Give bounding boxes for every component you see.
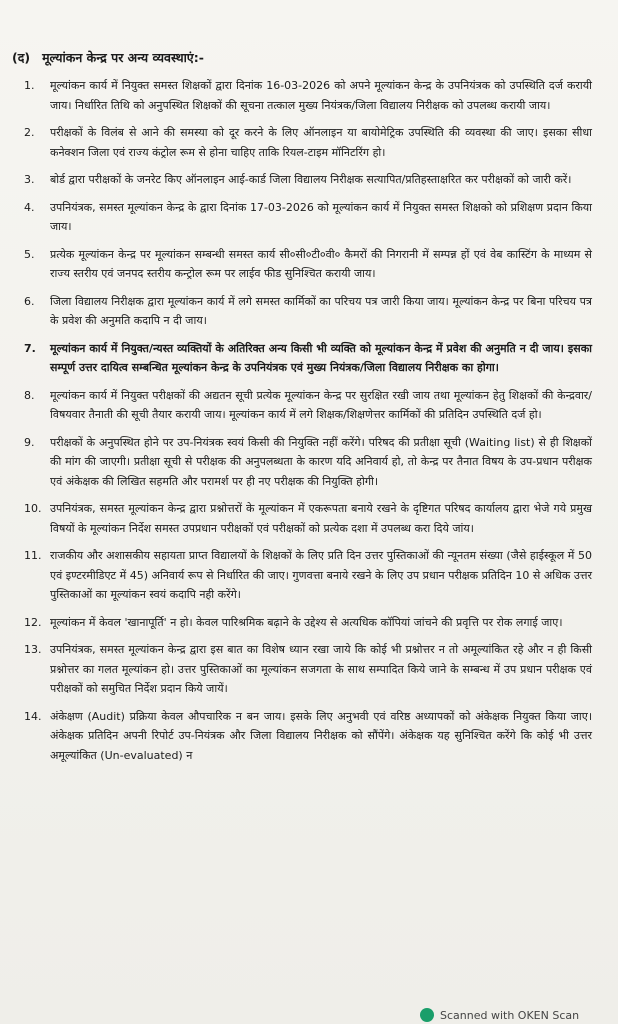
list-item: [24, 292, 592, 331]
item-text: मूल्यांकन कार्य में नियुक्त/न्यस्त व्यक्तियों के अतिरिक्त अन्य किसी भी व्यक्ति को मूल्यांकन केन्द्र में प्रवेश की अनुमति न दी जाय। इसका सम्पूर्ण उत्तर दायित्व सम्बन्धित मूल्यांकन केन्द्र के उपनियंत्रक एवं मुख्य नियंत्रक/जिला विद्यालय निरीक्षक का होगा।: [50, 341, 592, 374]
item-number: 9.: [24, 435, 35, 449]
list-item: [24, 707, 592, 766]
item-number: 7.: [24, 341, 36, 355]
item-text: राजकीय और अशासकीय सहायता प्राप्त विद्यालयों के शिक्षकों के लिए प्रति दिन उत्तर पुस्तिकाओं की न्यूनतम संख्या (जैसे हाईस्कूल में 50 एवं इण्टरमीडिएट में 45) अनिवार्य रूप से निर्धारित की जाए। गुणवत्ता बनाये रखने के लिए उप प्रधान परीक्षक प्रतिदिन 10 से अधिक उत्तर पुस्तिकाओं का मूल्यांकन स्वयं कदापि नही करेंगे।: [50, 549, 592, 601]
watermark-text: Scanned with OKEN Scan: [440, 1008, 580, 1022]
item-text: बोर्ड द्वारा परीक्षकों के जनरेट किए ऑनलाइन आई-कार्ड जिला विद्यालय निरीक्षक सत्यापित/प्रतिहस्ताक्षरित कर परीक्षकों को जारी करें।: [50, 173, 572, 186]
item-number: 14.: [24, 709, 42, 723]
item-number: 4.: [24, 200, 35, 214]
item-number: 10.: [24, 502, 42, 515]
list-item: [24, 123, 592, 162]
item-number: 13.: [24, 643, 42, 656]
scanner-logo-icon: [420, 1008, 434, 1022]
item-number: 8.: [24, 388, 35, 402]
item-number: 6.: [24, 294, 35, 308]
item-text: परीक्षकों के विलंब से आने की समस्या को दूर करने के लिए ऑनलाइन या बायोमेट्रिक उपस्थिति की व्यवस्था की जाए। इसका सीधा कनेक्शन जिला एवं राज्य कंट्रोल रूम से होना चाहिए ताकि रियल-टाइम मॉनिटरिंग हो।: [50, 126, 592, 159]
list-item: [24, 546, 592, 605]
item-text: मूल्यांकन कार्य में नियुक्त परीक्षकों की अद्यतन सूची प्रत्येक मूल्यांकन केन्द्र पर सुरक्षित रखी जाय तथा मूल्यांकन हेतु शिक्षकों की केन्द्रवार/विषयवार तैनाती की सूची तैयार करायी जाय। मूल्यांकन कार्य में लगे शिक्षक/शिक्षणेत्तर कार्मिकों की प्रतिदिन उपस्थिति दर्ज हो।: [50, 388, 592, 421]
item-number: 2.: [24, 126, 35, 139]
item-number: 12.: [24, 615, 42, 629]
list-item: [24, 339, 592, 378]
list-item: [24, 640, 592, 699]
item-text: उपनियंत्रक, समस्त मूल्यांकन केन्द्र द्वारा प्रश्नोत्तरों के मूल्यांकन में एकरूपता बनाये रखने के दृष्टिगत परिषद कार्यालय द्वारा भेजे गये प्रमुख विषयों के मूल्यांकन निर्देश समस्त उपप्रधान परीक्षकों एवं परीक्षकों को प्रत्येक दशा में उपलब्ध करा दिये जांय।: [50, 502, 592, 535]
item-text: मूल्यांकन कार्य में नियुक्त समस्त शिक्षकों द्वारा दिनांक 16-03-2026 को अपने मूल्यांकन केन्द्र के उपनियंत्रक को उपस्थिति दर्ज करायी जाय। निर्धारित तिथि को अनुपस्थित शिक्षकों की सूचना तत्काल मुख्य नियंत्रक/जिला विद्यालय निरीक्षक को उपलब्ध करायी जाय।: [50, 79, 592, 112]
item-text: उपनियंत्रक, समस्त मूल्यांकन केन्द्र के द्वारा दिनांक 17-03-2026 को मूल्यांकन कार्य में नियुक्त समस्त शिक्षको को प्रशिक्षण प्रदान किया जाय।: [50, 200, 592, 233]
section-mark: (द): [12, 50, 31, 65]
list-item: [24, 245, 592, 284]
section-heading: [12, 50, 204, 66]
list-item: [24, 198, 592, 237]
list-item: [24, 76, 592, 115]
instruction-list: [24, 76, 592, 773]
item-number: 3.: [24, 173, 35, 186]
item-number: 1.: [24, 79, 35, 92]
item-text: उपनियंत्रक, समस्त मूल्यांकन केन्द्र द्वारा इस बात का विशेष ध्यान रखा जाये कि कोई भी प्रश्नोत्तर न तो अमूल्यांकित रहे और न ही किसी प्रश्नोत्तर का गलत मूल्यांकन हो। उत्तर पुस्तिकाओं का मूल्यांकन सजगता के साथ सम्पादित किये जाने के सम्बन्ध में उप प्रधान परीक्षक एवं परीक्षकों को समुचित निर्देश प्रदान किये जायें।: [50, 643, 592, 695]
item-number: 11.: [24, 549, 42, 562]
list-item: [24, 613, 592, 633]
list-item: [24, 386, 592, 425]
item-text: जिला विद्यालय निरीक्षक द्वारा मूल्यांकन कार्य में लगे समस्त कार्मिकों का परिचय पत्र जारी किया जाय। मूल्यांकन केन्द्र पर बिना परिचय पत्र के प्रवेश की अनुमति कदापि न दी जाय।: [50, 294, 592, 327]
item-text: मूल्यांकन में केवल 'खानापूर्ति' न हो। केवल पारिश्रमिक बढ़ाने के उद्देश्य से अत्यधिक कॉपियां जांचने की प्रवृत्ति पर रोक लगाई जाए।: [50, 615, 563, 629]
section-title: मूल्यांकन केन्द्र पर अन्य व्यवस्थाएं:-: [42, 50, 204, 65]
list-item: [24, 170, 592, 190]
item-number: 5.: [24, 247, 35, 261]
item-text: परीक्षकों के अनुपस्थित होने पर उप-नियंत्रक स्वयं किसी की नियुक्ति नहीं करेंगे। परिषद की प्रतीक्षा सूची (Waiting list) से ही शिक्षकों की मांग की जाएगी। प्रतीक्षा सूची से परीक्षक की अनुपलब्धता के कारण यदि अनिवार्य हो, तो केन्द्र पर तैनात विषय के उप-प्रधान परीक्षक एवं अंकेक्षक की लिखित सहमति और परामर्श पर ही नए परीक्षक की नियुक्ति होगी।: [50, 435, 592, 488]
list-item: [24, 499, 592, 538]
list-item: [24, 433, 592, 492]
item-text: प्रत्येक मूल्यांकन केन्द्र पर मूल्यांकन सम्बन्धी समस्त कार्य सी०सी०टी०वी० कैमरों की निगरानी में सम्पन्न हों एवं वेब कास्टिंग के माध्यम से राज्य स्तरीय एवं जनपद स्तरीय कन्ट्रोल रूम पर लाईव फीड सुनिश्चित करायी जाय।: [50, 247, 592, 280]
scanner-watermark: [420, 1008, 579, 1022]
item-text: अंकेक्षण (Audit) प्रक्रिया केवल औपचारिक न बन जाय। इसके लिए अनुभवी एवं वरिष्ठ अध्यापकों को अंकेक्षक नियुक्त किया जाए। अंकेक्षक प्रतिदिन अपनी रिपोर्ट उप-नियंत्रक और जिला विद्यालय निरीक्षक को सौंपेंगे। अंकेक्षक यह सुनिश्चित करेंगे कि कोई भी उत्तर अमूल्यांकित (Un-evaluated) न: [50, 709, 592, 762]
